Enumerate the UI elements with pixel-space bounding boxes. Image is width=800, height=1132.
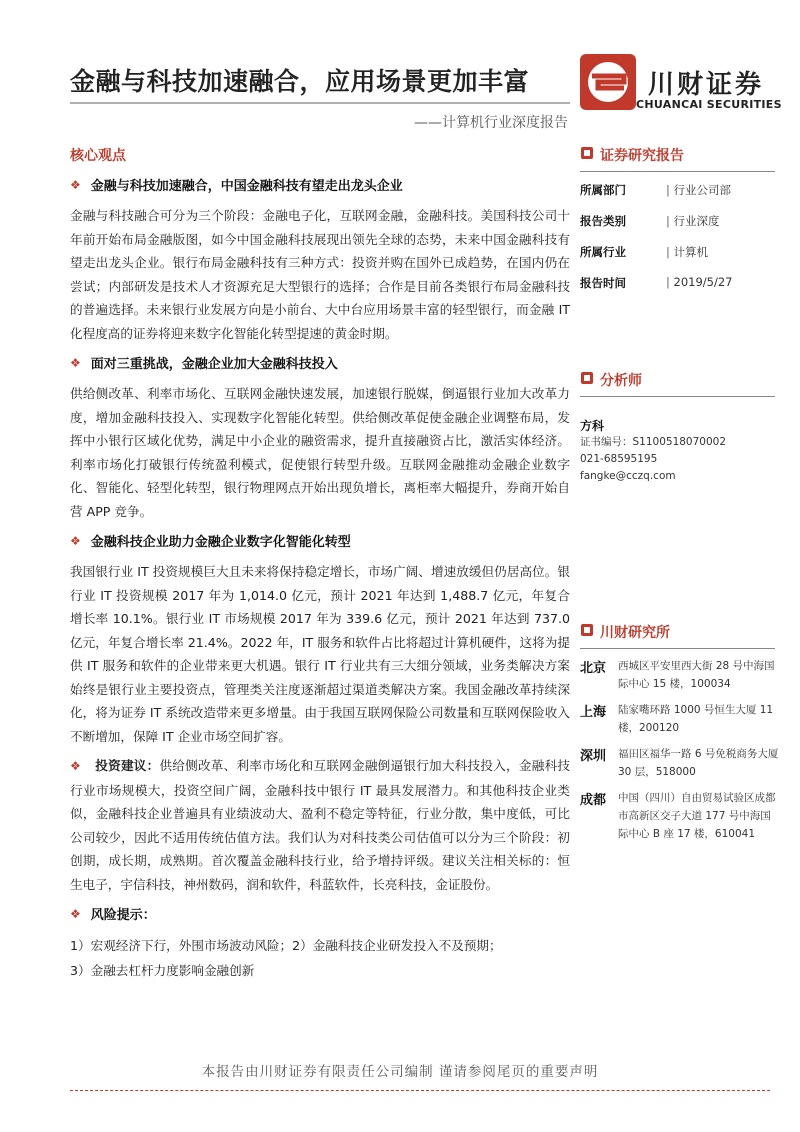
header-divider <box>70 102 570 104</box>
info-key: 报告时间 <box>580 276 626 290</box>
office-city: 上海 <box>580 705 607 720</box>
investment-label: 投资建议： <box>95 758 160 773</box>
report-header <box>70 40 782 131</box>
square-bullet-icon <box>580 623 594 641</box>
section-heading-1 <box>70 175 570 194</box>
core-views-title: 核心观点 <box>70 148 126 164</box>
info-value: | 行业深度 <box>666 213 720 229</box>
report-info-title-text: 证券研究报告 <box>600 148 684 164</box>
section-body-3: 我国银行业 IT 投资规模巨大且未来将保持稳定增长，市场广阔、增速放缓但仍居高位。银行业 IT 投资规模 2017 年为 1,014.0 亿元，预计 2021 年达到 1,488.7 亿元，年复合增长率 10.1%。银行业 IT 市场规模 2017 年为 339.6 亿元，预计 2021 年达到 737.0 亿元，年复合增长率 21.4%。2022 年，IT 服务和软件占比将超过计算机硬件，这将为提供 IT 服务和软件的企业带来更大机遇。银行 IT 行业共有三大细分领域，业务类解决方案始终是银行业主要投资点，管理类关注度逐渐超过渠道类解决方案。我国金融改革持续深化，将为证券 IT 系统改造带来更多增量。由于我国互联网保险公司数量和互联网保险收入不断增加，保障 IT 企业市场空间扩容。 <box>70 564 570 744</box>
section-heading-text: 金融与科技加速融合，中国金融科技有望走出龙头企业 <box>90 179 403 194</box>
section-body-1: 金融与科技融合可分为三个阶段：金融电子化，互联网金融，金融科技。美国科技公司十年前开始布局金融版图，如今中国金融科技展现出领先全球的态势，未来中国金融科技有望走出龙头企业。银行布局金融科技有三种方式：投资并购在国外已成趋势，在国内仍在尝试；内部研发是技术人才资源充足大型银行的选择；合作是目前各类银行布局金融科技的普遍选择。未来银行业发展方向是小前台、大中台应用场景丰富的轻型银行，而金融 IT 化程度高的证券将迎来数字化智能化转型提速的黄金时期。 <box>70 208 570 341</box>
report-info-table <box>580 182 780 306</box>
analyst-box <box>580 370 780 485</box>
box-divider <box>580 648 775 649</box>
risk-list <box>70 933 570 983</box>
section-heading-text: 面对三重挑战，金融企业加大金融科技投入 <box>90 357 338 372</box>
report-info-title <box>580 145 780 165</box>
report-title: 金融与科技加速融合，应用场景更加丰富 <box>70 67 530 96</box>
info-value: | 行业公司部 <box>666 182 731 198</box>
office-address: 西城区平安里西大街 28 号中海国际中心 15 楼，100034 <box>618 660 775 690</box>
office-city: 北京 <box>580 661 607 676</box>
info-key: 所属行业 <box>580 245 626 259</box>
info-key: 报告类别 <box>580 214 626 228</box>
diamond-bullet-icon: ❖ <box>70 906 81 921</box>
logo-chinese-text: 川财证券 <box>648 70 765 100</box>
company-logo <box>578 52 782 122</box>
chuancai-logo-icon <box>578 52 638 112</box>
section-heading-text: 金融科技企业助力金融企业数字化智能化转型 <box>90 535 351 550</box>
info-row-date <box>580 275 780 306</box>
risk-item: 3）金融去杠杆力度影响金融创新 <box>70 963 255 978</box>
institute-title <box>580 622 780 642</box>
info-row-industry <box>580 244 780 275</box>
investment-advice <box>70 754 570 896</box>
report-info-box <box>580 145 780 306</box>
office-city: 成都 <box>580 793 607 808</box>
section-heading-3 <box>70 531 570 550</box>
analyst-title <box>580 370 780 390</box>
diamond-bullet-icon: ❖ <box>70 533 81 548</box>
box-divider <box>580 396 775 397</box>
info-key: 所属部门 <box>580 183 626 197</box>
page-footer: 本报告由川财证券有限责任公司编制 谨请参阅尾页的重要声明 <box>201 1064 599 1080</box>
risk-heading <box>70 904 570 923</box>
info-row-category <box>580 213 780 244</box>
risk-label: 风险提示： <box>90 908 156 923</box>
section-heading-2 <box>70 353 570 372</box>
office-shenzhen <box>580 745 780 781</box>
office-shanghai <box>580 701 780 737</box>
diamond-bullet-icon: ❖ <box>70 759 82 773</box>
diamond-bullet-icon: ❖ <box>70 355 81 370</box>
logo-english-text: CHUANCAI SECURITIES <box>636 98 782 111</box>
office-address: 中国（四川）自由贸易试验区成都市高新区交子大道 177 号中海国际中心 B 座 17 楼，610041 <box>618 792 776 840</box>
report-subtitle: ——计算机行业深度报告 <box>414 115 568 131</box>
footer-divider <box>70 1090 770 1091</box>
office-address: 福田区福华一路 6 号免税商务大厦 30 层，518000 <box>618 748 779 778</box>
analyst-email[interactable]: fangke@cczq.com <box>580 470 676 482</box>
square-bullet-icon <box>580 371 594 389</box>
analyst-phone: 021-68595195 <box>580 453 658 465</box>
analyst-cert: 证书编号：S1100518070002 <box>580 436 727 448</box>
diamond-bullet-icon: ❖ <box>70 177 81 192</box>
risk-item: 1）宏观经济下行，外围市场波动风险；2）金融科技企业研发投入不及预期； <box>70 938 502 953</box>
analyst-name: 方科 <box>580 419 605 433</box>
office-chengdu <box>580 789 780 843</box>
core-views-column <box>70 145 570 983</box>
office-city: 深圳 <box>580 749 607 764</box>
office-beijing <box>580 657 780 693</box>
info-row-department <box>580 182 780 213</box>
square-bullet-icon <box>580 146 594 164</box>
info-value: | 计算机 <box>666 244 708 260</box>
info-value: | 2019/5/27 <box>666 275 733 289</box>
investment-body: 供给侧改革、利率市场化和互联网金融倒逼银行加大科技投入，金融科技行业市场规模大，投资空间广阔，金融科技中银行 IT 最具发展潜力。和其他科技企业类似，金融科技企业普遍具有业绩波动大、盈利不稳定等特征，行业分散，集中度低，可比公司较少，因此不适用传统估值方法。我们认为对科技类公司估值可以分为三个阶段：初创期，成长期，成熟期。首次覆盖金融科技行业，给予增持评级。建议关注相关标的：恒生电子，宇信科技，神州数码，润和软件，科蓝软件，长亮科技，金证股份。 <box>70 758 570 892</box>
analyst-title-text: 分析师 <box>600 373 642 389</box>
institute-box <box>580 622 780 843</box>
section-body-2: 供给侧改革、利率市场化、互联网金融快速发展，加速银行脱媒，倒逼银行业加大改革力度，增加金融科技投入、实现数字化智能化转型。供给侧改革促使金融企业调整布局，发挥中小银行区域化优势，满足中小企业的融资需求，提升直接融资占比，激活实体经济。利率市场化打破银行传统盈利模式，促使银行转型升级。互联网金融推动金融企业数字化、智能化、轻型化转型，银行物理网点开始出现负增长，离柜率大幅提升，券商开始自营 APP 竞争。 <box>70 386 570 519</box>
institute-title-text: 川财研究所 <box>600 625 670 641</box>
office-address: 陆家嘴环路 1000 号恒生大厦 11 楼，200120 <box>618 704 774 734</box>
box-divider <box>580 171 775 172</box>
